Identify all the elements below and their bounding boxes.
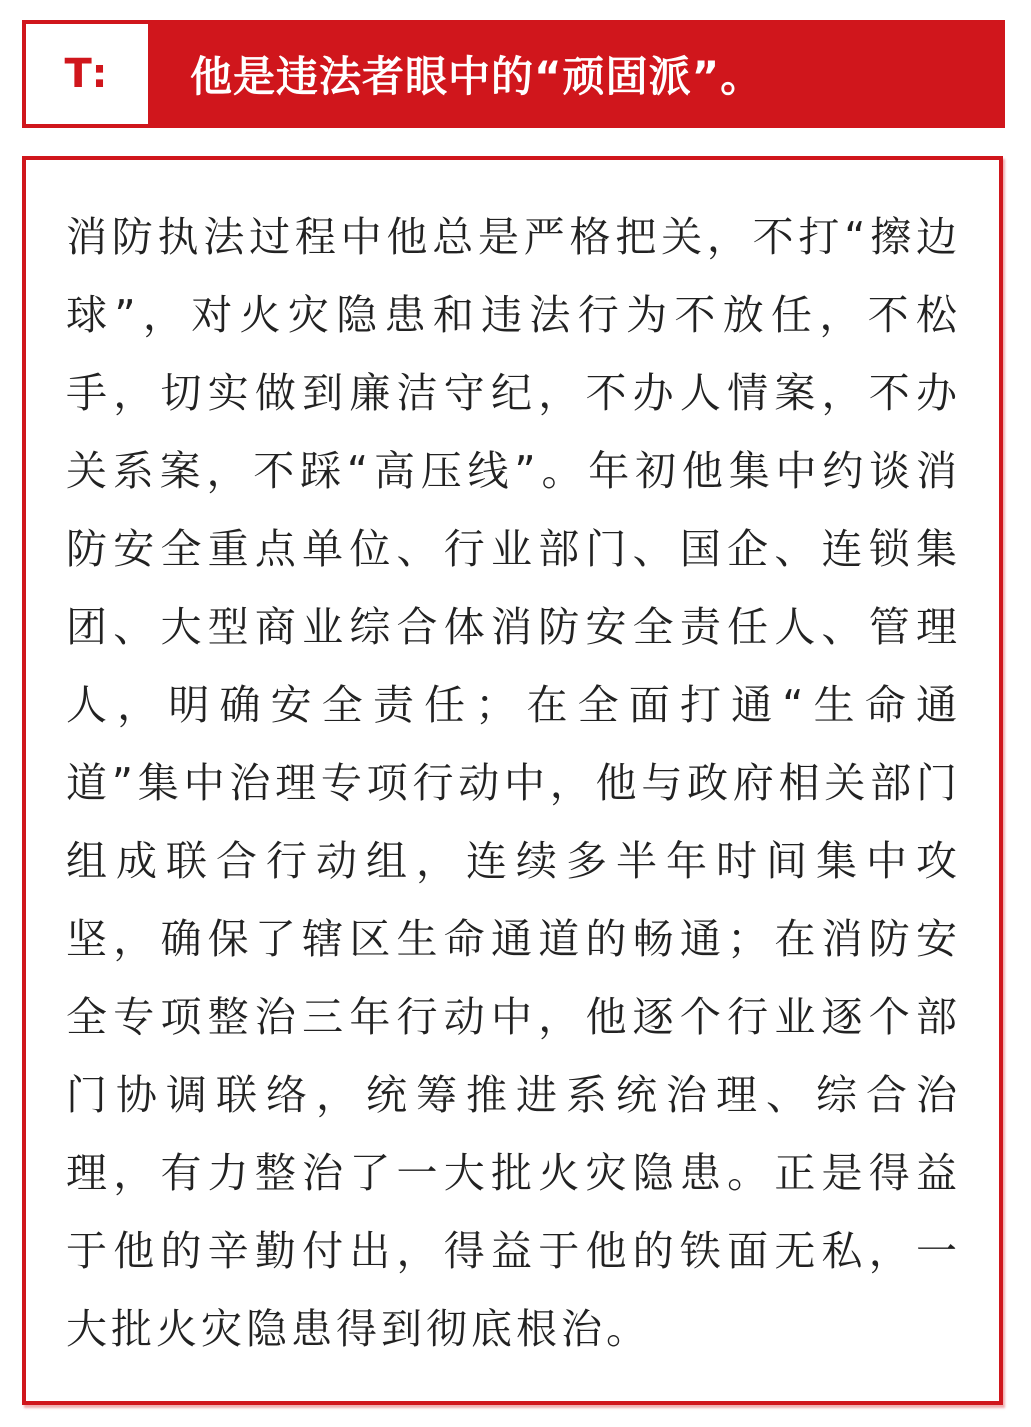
- page-title: 他是违法者眼中的“顽固派”。: [190, 52, 764, 101]
- article-paragraph: 消防执法过程中他总是严格把关，不打“擦边球”，对火灾隐患和违法行为不放任，不松手，切实做到廉洁守纪，不办人情案，不办关系案，不踩“高压线”。年初他集中约谈消防安全重点单位、行业部门、国企、连锁集团、大型商业综合体消防安全责任人、管理人，明确安全责任；在全面打通“生命通道”集中治理专项行动中，他与政府相关部门组成联合行动组，连续多半年时间集中攻坚，确保了辖区生命通道的畅通；在消防安全专项整治三年行动中，他逐个行业逐个部门协调联络，统筹推进系统治理、综合治理，有力整治了一大批火灾隐患。正是得益于他的辛勤付出，得益于他的铁面无私，一大批火灾隐患得到彻底根治。: [66, 213, 961, 1353]
- article-body-box: [22, 156, 1003, 1405]
- title-banner: [22, 20, 1005, 128]
- tag-label: T:: [64, 51, 110, 97]
- tag-box: [26, 24, 148, 124]
